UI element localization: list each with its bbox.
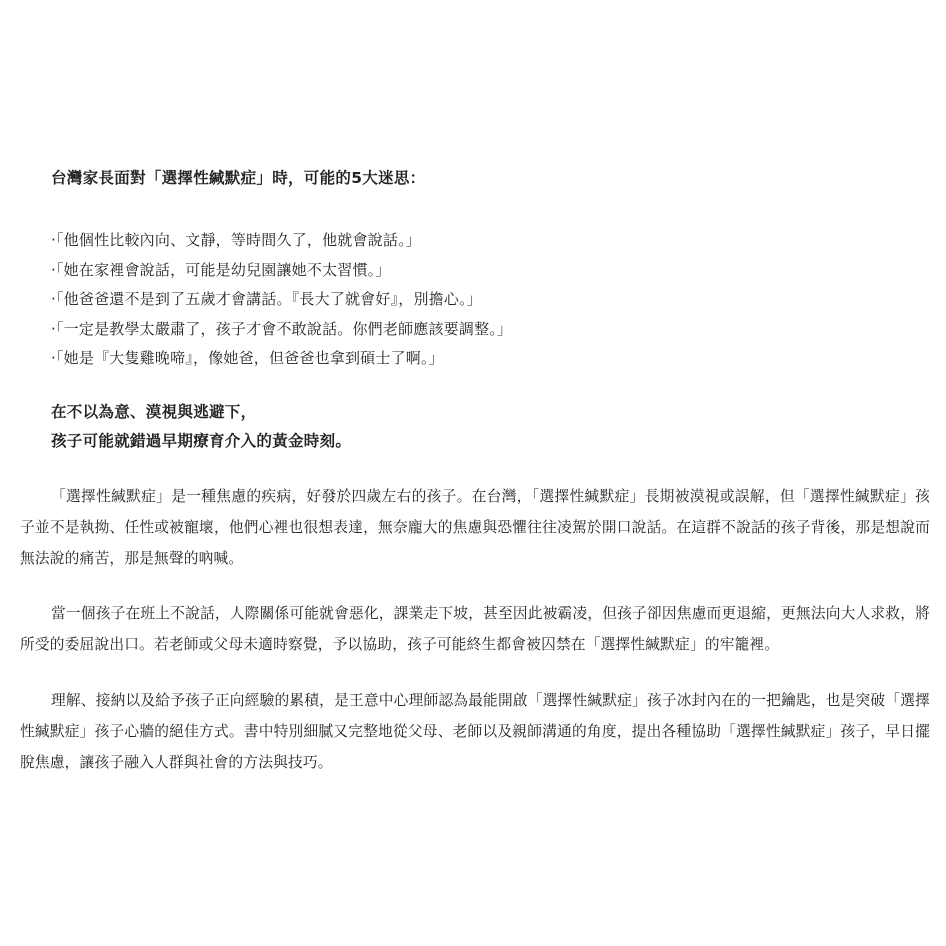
emphasis-block (51, 398, 351, 456)
emphasis-line: 在不以為意、漠視與逃避下， (51, 403, 257, 421)
list-item: ‧「他個性比較內向、文靜，等時間久了，他就會說話。」 (51, 231, 421, 249)
list-item: ‧「一定是教學太嚴肅了，孩子才會不敢說話。你們老師應該要調整。」 (51, 319, 513, 338)
list-item: ‧「她在家裡會說話，可能是幼兒園讓她不太習慣。」 (51, 260, 391, 279)
paragraph: 「選擇性緘默症」是一種焦慮的疾病，好發於四歲左右的孩子。在台灣，「選擇性緘默症」長期被漠視或誤解，但「選擇性緘默症」孩子並不是執拗、任性或被寵壞，他們心裡也很想表達，無奈龐大的焦慮與恐懼往往凌駕於開口說話。在這群不說話的孩子背後，那是想說而無法說的痛苦，那是無聲的吶喊。 (20, 488, 930, 567)
list-item: ‧「他爸爸還不是到了五歲才會講話。『長大了就會好』，別擔心。」 (51, 290, 482, 309)
myths-list (51, 226, 512, 374)
paragraph: 理解、接納以及給予孩子正向經驗的累積，是王意中心理師認為最能開啟「選擇性緘默症」孩子冰封內在的一把鑰匙，也是突破「選擇性緘默症」孩子心牆的絕佳方式。書中特別細膩又完整地從父母、老師以及親師溝通的角度，提出各種協助「選擇性緘默症」孩子，早日擺脫焦慮，讓孩子融入人群與社會的方法與技巧。 (20, 692, 930, 771)
list-item: ‧「她是『大隻雞晚啼』，像她爸，但爸爸也拿到碩士了啊。」 (51, 349, 444, 368)
emphasis-line: 孩子可能就錯過早期療育介入的黃金時刻。 (51, 432, 352, 450)
section-heading: 台灣家長面對「選擇性緘默症」時，可能的5大迷思： (51, 169, 426, 187)
paragraph: 當一個孩子在班上不說話，人際關係可能就會惡化，課業走下坡，甚至因此被霸凌，但孩子卻因焦慮而更退縮，更無法向大人求救，將所受的委屈說出口。若老師或父母未適時察覺，予以協助，孩子可能終生都會被囚禁在「選擇性緘默症」的牢籠裡。 (20, 605, 930, 653)
